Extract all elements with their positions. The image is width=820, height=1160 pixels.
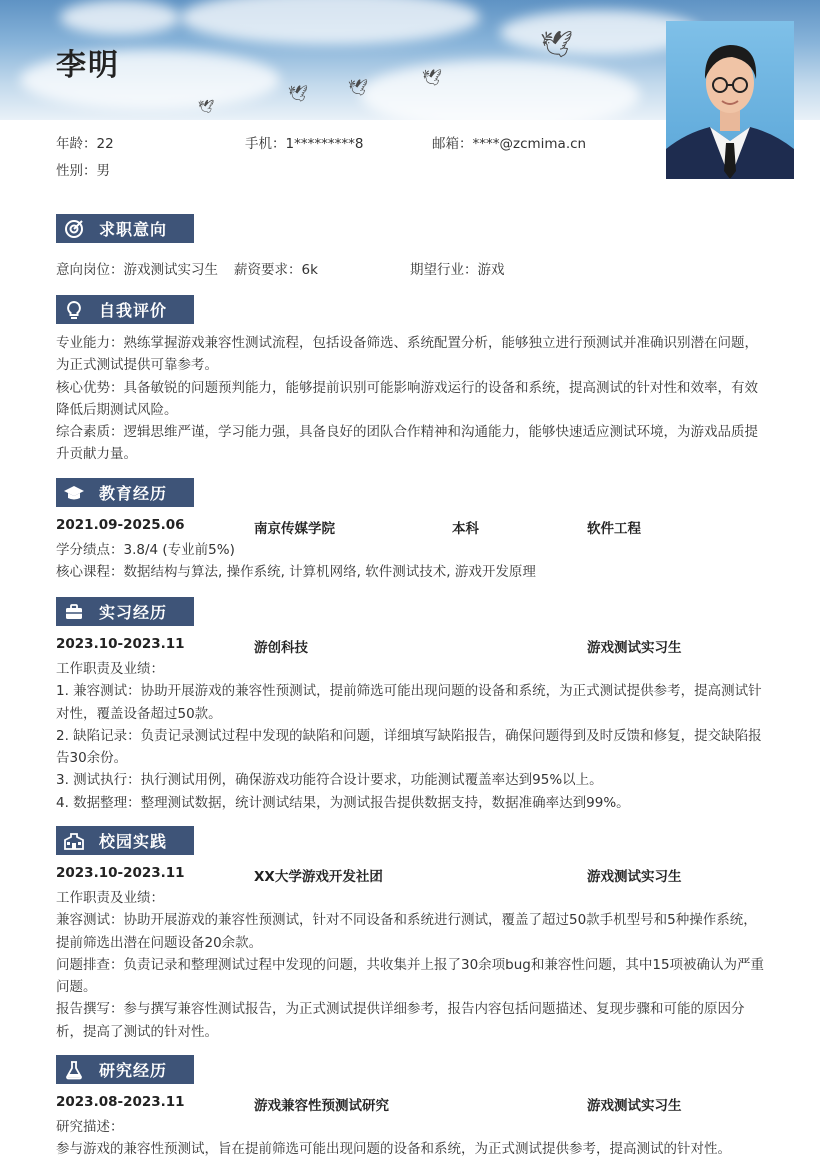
flask-icon [59,1055,89,1084]
bird-icon: 🕊 [198,100,215,115]
education-degree: 本科 [452,521,479,537]
lightbulb-icon [59,295,89,324]
school-building-icon [59,826,89,855]
bird-icon: 🕊 [422,68,443,87]
internship-row [56,636,768,658]
education-courses: 核心课程：数据结构与算法, 操作系统, 计算机网络, 软件测试技术, 游戏开发原理 [56,564,536,580]
bird-icon: 🕊 [288,84,309,103]
section-title: 校园实践 [99,832,168,851]
profile-photo [666,21,794,179]
bird-icon: 🕊 [540,30,574,60]
research-desc: 参与游戏的兼容性预测试，旨在提前筛选可能出现问题的设备和系统，为正式测试提供参考，提高测试的针对性。 [56,1141,731,1157]
campus-label: 工作职责及业绩： [56,890,164,906]
section-title: 实习经历 [99,603,168,622]
internship-date: 2023.10-2023.11 [56,636,185,652]
section-header-campus [56,826,194,855]
gender-info: 性别：男 [56,163,110,179]
education-date: 2021.09-2025.06 [56,517,185,533]
education-major: 软件工程 [587,521,641,537]
section-header-job-intent [56,214,194,243]
self-eval-item: 核心优势：具备敏锐的问题预判能力，能够提前识别可能影响游戏运行的设备和系统，提高测试的针对性和效率，有效降低后期测试风险。 [56,379,758,418]
research-role: 游戏测试实习生 [587,1098,682,1114]
education-row [56,517,768,539]
internship-details [56,658,768,814]
graduation-cap-icon [59,478,89,507]
campus-role: 游戏测试实习生 [587,869,682,885]
candidate-name: 李明 [56,48,120,83]
section-title: 自我评价 [99,301,168,320]
research-project: 游戏兼容性预测试研究 [254,1098,389,1114]
self-eval-list [56,332,768,466]
section-title: 研究经历 [99,1061,168,1080]
internship-label: 工作职责及业绩： [56,661,164,677]
section-header-research [56,1055,194,1084]
intent-position: 意向岗位：游戏测试实习生 [56,262,218,278]
campus-item: 兼容测试：协助开展游戏的兼容性预测试，针对不同设备和系统进行测试，覆盖了超过50款手机型号和5种操作系统，提前筛选出潜在问题设备20余款。 [56,912,757,951]
education-school: 南京传媒学院 [254,521,335,537]
research-label: 研究描述： [56,1119,124,1135]
research-date: 2023.08-2023.11 [56,1094,185,1110]
intent-industry: 期望行业：游戏 [410,262,505,278]
age-info: 年龄：22 [56,136,114,152]
section-header-internship [56,597,194,626]
intent-salary: 薪资要求：6k [234,262,318,278]
email-info: 邮箱：****@zcmima.cn [432,136,587,152]
campus-details [56,887,768,1043]
bird-icon: 🕊 [348,78,369,97]
education-gpa: 学分绩点：3.8/4 (专业前5%) [56,542,235,558]
phone-info: 手机：1*********8 [245,136,364,152]
target-icon [59,214,89,243]
internship-item: 2. 缺陷记录：负责记录测试过程中发现的缺陷和问题，详细填写缺陷报告，确保问题得到及时反馈和修复，提交缺陷报告30余份。 [56,727,762,767]
internship-item: 3. 测试执行：执行测试用例，确保游戏功能符合设计要求，功能测试覆盖率达到95%以上。 [56,772,603,789]
campus-row [56,865,768,887]
campus-item: 报告撰写：参与撰写兼容性测试报告，为正式测试提供详细参考，报告内容包括问题描述、复现步骤和可能的原因分析，提高了测试的针对性。 [56,1001,745,1040]
research-row [56,1094,768,1116]
briefcase-icon [59,597,89,626]
internship-role: 游戏测试实习生 [587,640,682,656]
section-title: 求职意向 [99,220,168,239]
internship-item: 1. 兼容测试：协助开展游戏的兼容性预测试，提前筛选可能出现问题的设备和系统，为正式测试提供参考，提高测试针对性，覆盖设备超过50款。 [56,683,762,722]
campus-date: 2023.10-2023.11 [56,865,185,881]
campus-org: XX大学游戏开发社团 [254,869,383,885]
internship-company: 游创科技 [254,640,308,656]
self-eval-item: 专业能力：熟练掌握游戏兼容性测试流程，包括设备筛选、系统配置分析，能够独立进行预测试并准确识别潜在问题，为正式测试提供可靠参考。 [56,335,758,374]
section-header-self-eval [56,295,194,324]
self-eval-item: 综合素质：逻辑思维严谨，学习能力强，具备良好的团队合作精神和沟通能力，能够快速适应测试环境，为游戏品质提升贡献力量。 [56,424,758,463]
section-title: 教育经历 [99,484,168,503]
internship-item: 4. 数据整理：整理测试数据，统计测试结果，为测试报告提供数据支持，数据准确率达到99%。 [56,794,630,811]
section-header-education [56,478,194,507]
campus-item: 问题排查：负责记录和整理测试过程中发现的问题，共收集并上报了30余项bug和兼容性问题，其中15项被确认为严重问题。 [56,956,765,996]
